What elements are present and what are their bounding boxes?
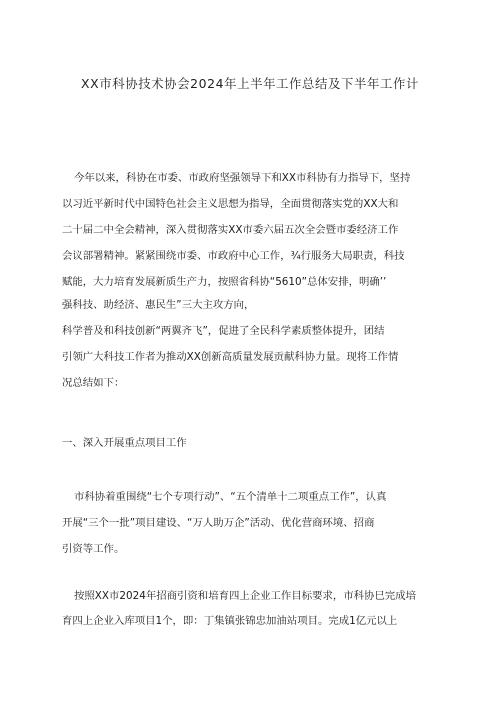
section1-para1-line-3: 引资等工作。: [62, 543, 125, 555]
document-title: XX市科协技术协会2024年上半年工作总结及下半年工作计: [81, 76, 419, 91]
section1-para1-line-1: 市科协着重围绕“七个专项行动”、“五个清单十二项重点工作”，认真: [74, 491, 387, 503]
intro-line-1: 今年以来，科协在市委、市政府坚强领导下和XX市科协有力指导下，坚持: [74, 172, 411, 184]
intro-line-4: 会议部署精神。紧紧围绕市委、市政府中心工作，¾行服务大局职责，科技: [62, 250, 405, 262]
intro-line-6: 强科技、助经济、惠民生”三大主攻方向，: [62, 299, 255, 311]
intro-line-8: 引领广大科技工作者为推动XX创新高质量发展贡献科协力量。现将工作情: [62, 351, 399, 363]
intro-line-2: 以习近平新时代中国特色社会主义思想为指导，全面贯彻落实党的XX大和: [62, 198, 399, 210]
intro-line-3: 二十届二中全会精神，深入贯彻落实XX市委六届五次全会暨市委经济工作: [62, 224, 399, 236]
intro-line-9: 况总结如下：: [62, 377, 125, 389]
intro-line-7: 科学普及和科技创新“两翼齐飞”，促进了全民科学素质整体提升，团结: [62, 325, 385, 337]
intro-line-5: 赋能，大力培育发展新质生产力，按照省科协“5610”总体安排，明确’’: [62, 276, 387, 288]
section1-para1-line-2: 开展“三个一批”项目建设、“万人助万企”活动、优化营商环境、招商: [62, 517, 375, 529]
section1-para2-line-1: 按照XX市2024年招商引资和培育四上企业工作目标要求，市科协巳完成培: [74, 590, 417, 602]
section1-para2-line-2: 育四上企业入库项目1个，即：丁集镇张锦忠加油站项目。完成1亿元以上: [62, 615, 398, 627]
section-heading: 一、深入开展重点项目工作: [62, 437, 187, 449]
